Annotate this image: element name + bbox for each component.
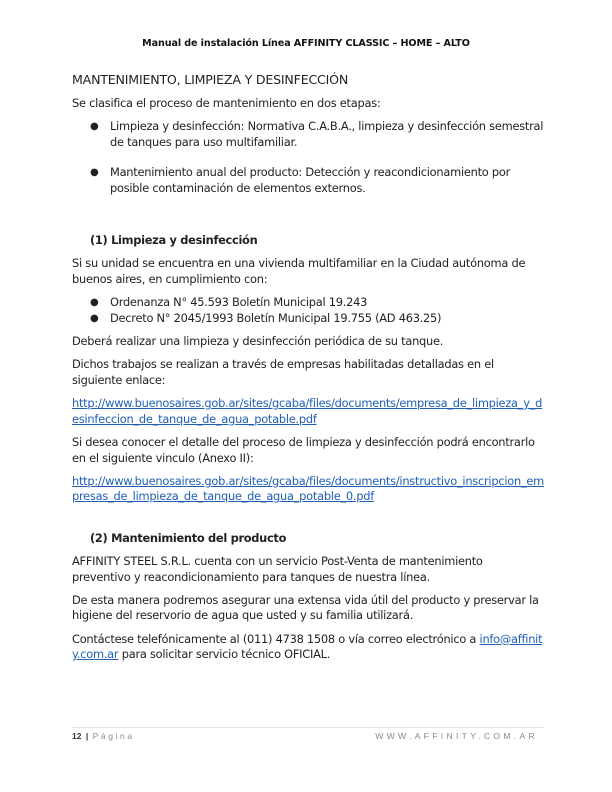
section-title: MANTENIMIENTO, LIMPIEZA Y DESINFECCIÓN [72, 72, 349, 87]
page-header: Manual de instalación Línea AFFINITY CLASSIC – HOME – ALTO [142, 38, 470, 49]
list-item-text: Decreto N° 2045/1993 Boletín Municipal 19.755 (AD 463.25) [110, 310, 442, 325]
part2-paragraph-1: AFFINITY STEEL S.R.L. cuenta con un servicio Post-Venta de mantenimiento preventivo y reacondicionamiento para tanques de nuestra línea. [72, 554, 483, 584]
part1-heading: (1) Limpieza y desinfección [90, 233, 258, 248]
page-label: Página [92, 731, 135, 741]
part1-paragraph-3: Si desea conocer el detalle del proceso de limpieza y desinfección podrá encontrarlo en el siguiente vinculo (Anexo II): [72, 435, 535, 465]
list-item [90, 295, 544, 310]
email-link[interactable]: info@affinity.com.ar [72, 631, 543, 662]
part2-heading: (2) Mantenimiento del producto [90, 530, 287, 545]
part1-paragraph-1: Deberá realizar una limpieza y desinfección periódica de su tanque. [72, 334, 444, 349]
page-number: 12 [72, 731, 82, 741]
footer-separator: | [85, 731, 89, 741]
regulations-list [72, 295, 544, 326]
stages-list [72, 119, 544, 196]
section-intro: Se clasifica el proceso de mantenimiento en dos etapas: [72, 96, 381, 110]
bullet-icon: ● [90, 297, 99, 309]
list-item-text: Mantenimiento anual del producto: Detección y reacondicionamiento por posible contaminación de elementos externos. [110, 165, 511, 195]
bullet-icon: ● [90, 167, 99, 179]
contact-paragraph [72, 632, 544, 663]
instructions-link[interactable]: http://www.buenosaires.gob.ar/sites/gcaba/files/documents/instructivo_inscripcion_empresas_de_limpieza_de_tanque_de_agua_potable_0.pdf [72, 473, 544, 504]
part2-paragraph-2: De esta manera podremos asegurar una extensa vida útil del producto y preservar la higiene del reservorio de agua que usted y su familia utilizará. [72, 592, 539, 623]
list-item [90, 311, 544, 326]
part1-paragraph-2: Dichos trabajos se realizan a través de empresas habilitadas detalladas en el siguiente enlace: [72, 357, 494, 387]
list-item-text: Ordenanza N° 45.593 Boletín Municipal 19.243 [110, 295, 368, 310]
list-item [90, 165, 544, 196]
page-content [72, 72, 544, 671]
page-footer [72, 731, 544, 741]
contact-text-after: para solicitar servicio técnico OFICIAL. [118, 647, 331, 662]
companies-link[interactable]: http://www.buenosaires.gob.ar/sites/gcaba/files/documents/empresa_de_limpieza_y_desinfeccion_de_tanque_de_agua_potable.pdf [72, 396, 543, 426]
list-item-text: Limpieza y desinfección: Normativa C.A.B.A., limpieza y desinfección semestral de tanques para uso multifamiliar. [110, 119, 544, 149]
bullet-icon: ● [90, 312, 99, 324]
list-item [90, 119, 544, 150]
contact-text-before: Contáctese telefónicamente al (011) 4738 1508 o vía correo electrónico a [72, 631, 480, 646]
website-label: WWW.AFFINITY.COM.AR [375, 731, 538, 741]
bullet-icon: ● [90, 121, 99, 133]
footer-divider [72, 727, 544, 728]
part1-intro: Si su unidad se encuentra en una vivienda multifamiliar en la Ciudad autónoma de buenos aires, en cumplimiento con: [72, 256, 526, 286]
